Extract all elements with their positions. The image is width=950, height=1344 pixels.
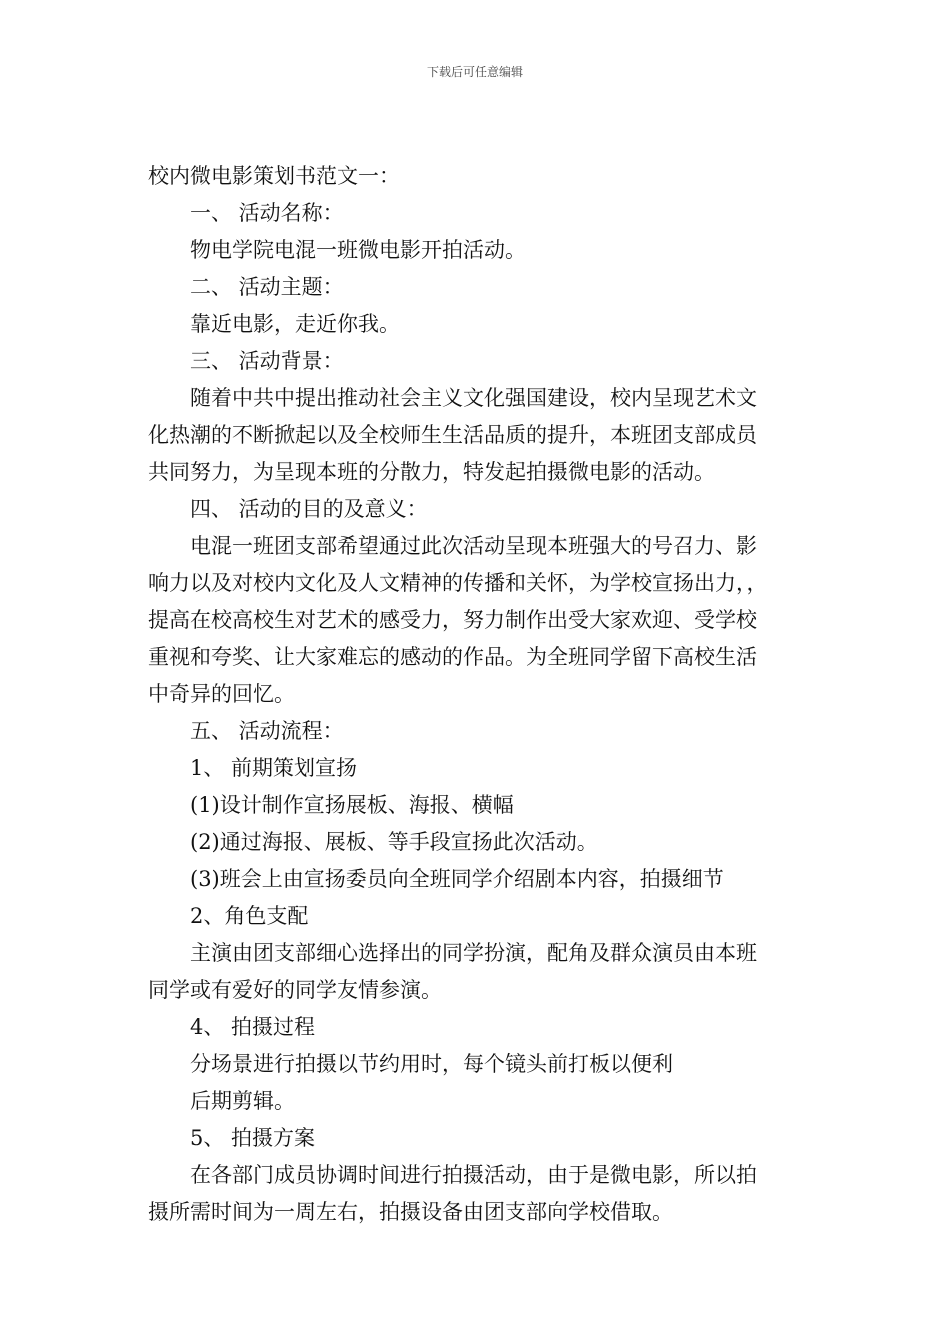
- text-line: 共同努力，为呈现本班的分散力，特发起拍摄微电影的活动。: [148, 460, 715, 484]
- text-line: (2)通过海报、展板、等手段宣扬此次活动。: [190, 830, 598, 854]
- text-line: 2、角色支配: [190, 904, 309, 928]
- text-line: 分场景进行拍摄以节约用时，每个镜头前打板以便利: [190, 1052, 673, 1076]
- page-header: 下载后可任意编辑: [426, 65, 523, 79]
- text-line: 中奇异的回忆。: [148, 682, 295, 706]
- text-line: 校内微电影策划书范文一：: [148, 164, 400, 188]
- text-line: 重视和夸奖、让大家难忘的感动的作品。为全班同学留下高校生活: [148, 645, 757, 669]
- text-line: 摄所需时间为一周左右，拍摄设备由团支部向学校借取。: [148, 1200, 673, 1224]
- text-line: 四、 活动的目的及意义：: [190, 497, 428, 521]
- text-line: 物电学院电混一班微电影开拍活动。: [190, 238, 526, 262]
- text-line: 后期剪辑。: [190, 1089, 295, 1113]
- text-line: 随着中共中提出推动社会主义文化强国建设，校内呈现艺术文: [190, 386, 757, 410]
- text-line: 主演由团支部细心选择出的同学扮演，配角及群众演员由本班: [190, 941, 757, 965]
- text-line: 响力以及对校内文化及人文精神的传播和关怀，为学校宣扬出力，，: [148, 571, 768, 595]
- document-body: [148, 158, 808, 1231]
- text-line: 靠近电影，走近你我。: [190, 312, 400, 336]
- text-line: 在各部门成员协调时间进行拍摄活动，由于是微电影，所以拍: [190, 1163, 757, 1187]
- text-line: (1)设计制作宣扬展板、海报、横幅: [190, 793, 514, 817]
- text-line: 五、 活动流程：: [190, 719, 344, 743]
- text-line: 一、 活动名称：: [190, 201, 344, 225]
- text-line: 电混一班团支部希望通过此次活动呈现本班强大的号召力、影: [190, 534, 757, 558]
- text-line: 1、 前期策划宣扬: [190, 756, 358, 780]
- text-line: 提高在校高校生对艺术的感受力，努力制作出受大家欢迎、受学校: [148, 608, 757, 632]
- text-line: 化热潮的不断掀起以及全校师生生活品质的提升，本班团支部成员: [148, 423, 757, 447]
- text-line: 4、 拍摄过程: [190, 1015, 316, 1039]
- text-line: (3)班会上由宣扬委员向全班同学介绍剧本内容，拍摄细节: [190, 867, 724, 891]
- text-line: 二、 活动主题：: [190, 275, 344, 299]
- text-line: 同学或有爱好的同学友情参演。: [148, 978, 442, 1002]
- text-line: 三、 活动背景：: [190, 349, 344, 373]
- text-line: 5、 拍摄方案: [190, 1126, 316, 1150]
